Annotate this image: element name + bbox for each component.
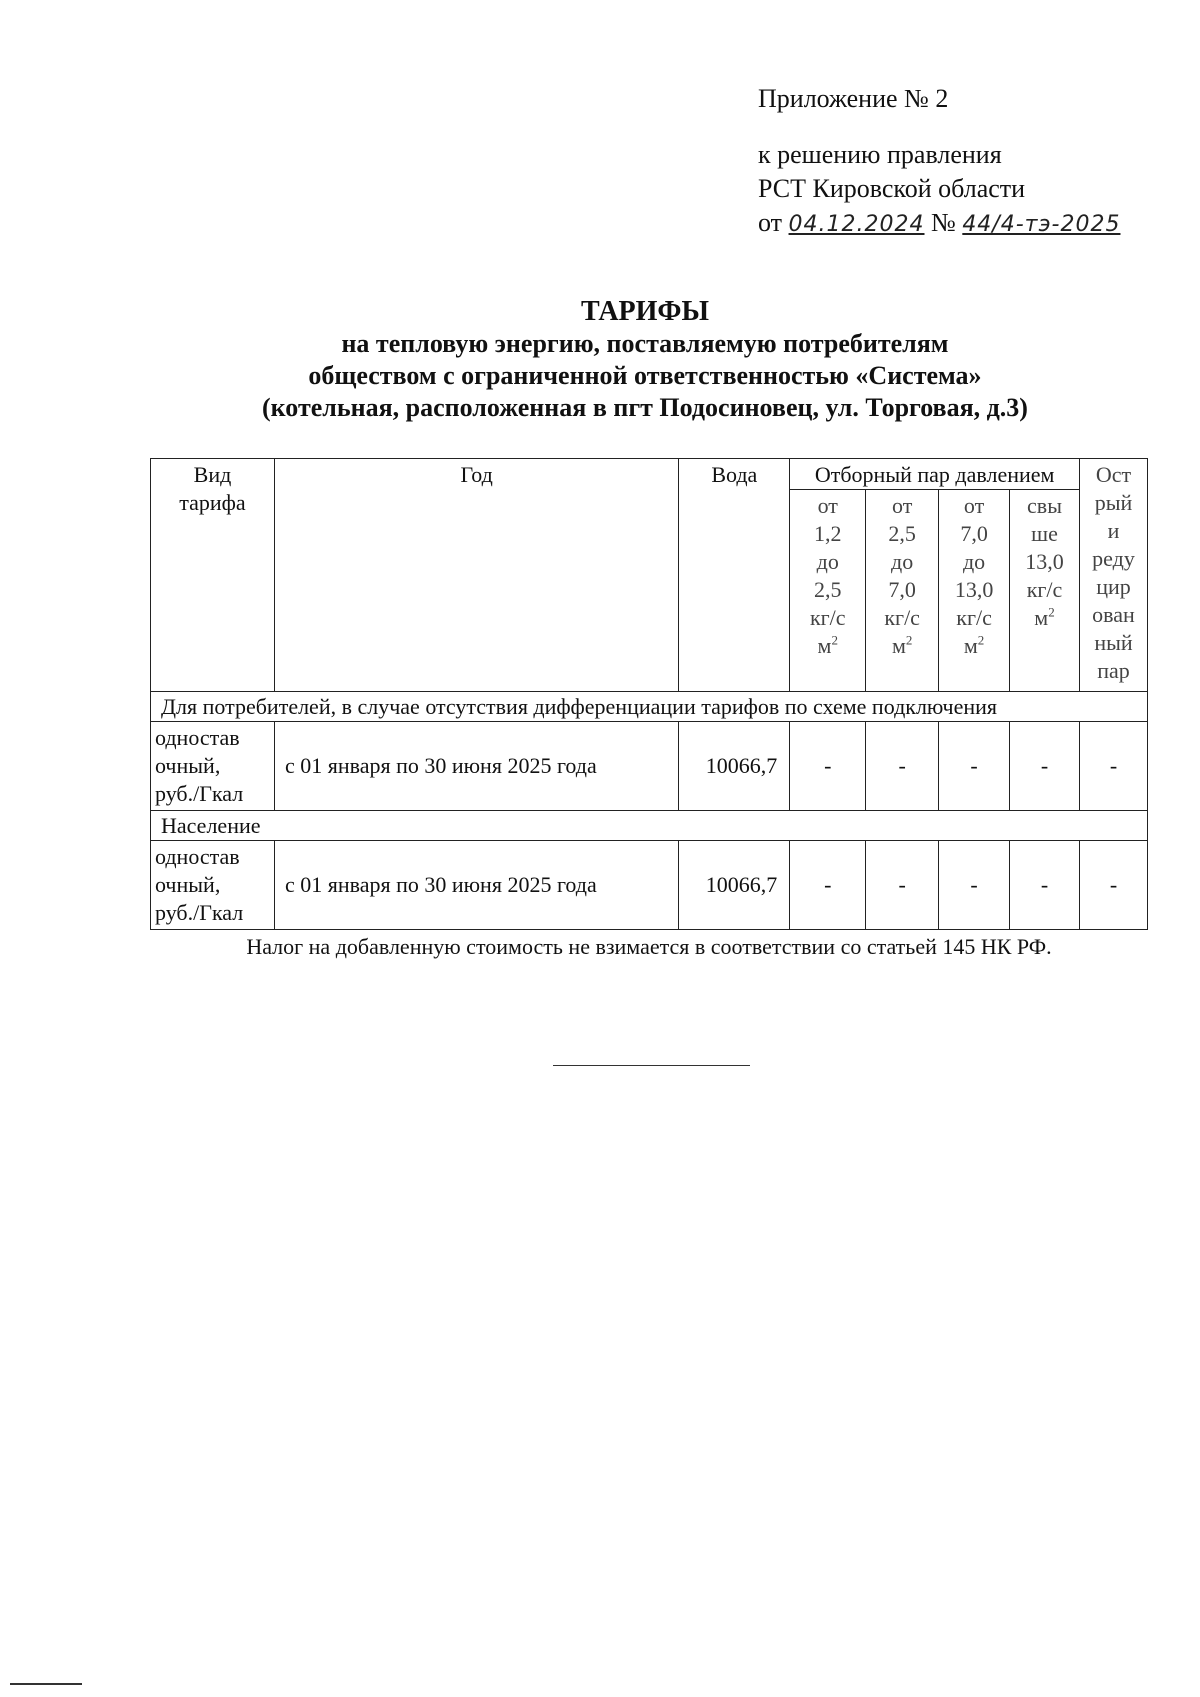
steam-2-value: -	[866, 841, 939, 930]
sharp-steam-value: -	[1079, 722, 1147, 811]
sharp-steam-value: -	[1079, 841, 1147, 930]
appendix-decision: к решению правления	[758, 140, 1002, 169]
period-cell: с 01 января по 30 июня 2025 года	[274, 841, 678, 930]
table-row	[151, 722, 1148, 811]
closing-divider	[553, 1065, 750, 1066]
header-steam-2-5-7: от 2,5 до 7,0 кг/с $м^2$	[866, 490, 939, 692]
steam-3-value: -	[939, 841, 1010, 930]
appendix-number: Приложение № 2	[758, 84, 949, 113]
from-label: от	[758, 208, 783, 237]
header-year: Год	[274, 459, 678, 692]
header-steam-group: Отборный пар давлением	[790, 459, 1080, 490]
handwritten-doc-number: 44/4-тэ-2025	[962, 212, 1121, 237]
water-tariff-cell: 10066,7	[679, 722, 790, 811]
section-label: Для потребителей, в случае отсутствия дифференциации тарифов по схеме подключения	[151, 692, 1148, 722]
number-label: №	[931, 208, 956, 237]
header-sharp-steam: Ост рый и реду цир ован ный пар	[1079, 459, 1147, 692]
header-water: Вода	[679, 459, 790, 692]
tariff-type-cell: одностав очный, руб./Гкал	[151, 722, 275, 811]
vat-note: Налог на добавленную стоимость не взимается в соответствии со статьей 145 НК РФ.	[246, 934, 1052, 959]
steam-2-value: -	[866, 722, 939, 811]
steam-4-value: -	[1010, 722, 1080, 811]
section-label: Население	[151, 811, 1148, 841]
title-line-2: на тепловую энергию, поставляемую потребителям	[341, 329, 949, 358]
appendix-date-line	[758, 206, 1120, 242]
section-row	[151, 692, 1148, 722]
title-main: ТАРИФЫ	[581, 296, 709, 327]
title-line-3: обществом с ограниченной ответственностью «Система»	[308, 361, 982, 390]
steam-1-value: -	[790, 722, 866, 811]
steam-3-value: -	[939, 722, 1010, 811]
header-steam-7-13: от 7,0 до 13,0 кг/с $м^2$	[939, 490, 1010, 692]
table-row	[151, 841, 1148, 930]
document-title	[150, 296, 1140, 424]
header-row-1	[151, 459, 1148, 490]
appendix-block	[758, 82, 1120, 242]
appendix-org: РСТ Кировской области	[758, 174, 1026, 203]
section-row	[151, 811, 1148, 841]
tariff-type-cell: одностав очный, руб./Гкал	[151, 841, 275, 930]
steam-4-value: -	[1010, 841, 1080, 930]
handwritten-date: 04.12.2024	[788, 212, 925, 237]
title-line-4: (котельная, расположенная в пгт Подосиновец, ул. Торговая, д.3)	[262, 393, 1028, 422]
tariffs-table	[150, 458, 1148, 930]
corner-mark	[10, 1683, 82, 1685]
header-tariff-type: Вид тарифа	[151, 459, 275, 692]
period-cell: с 01 января по 30 июня 2025 года	[274, 722, 678, 811]
steam-1-value: -	[790, 841, 866, 930]
header-steam-over-13: свы ше 13,0 кг/с $м^2$	[1010, 490, 1080, 692]
header-steam-1-2-5: от 1,2 до 2,5 кг/с $м^2$	[790, 490, 866, 692]
water-tariff-cell: 10066,7	[679, 841, 790, 930]
